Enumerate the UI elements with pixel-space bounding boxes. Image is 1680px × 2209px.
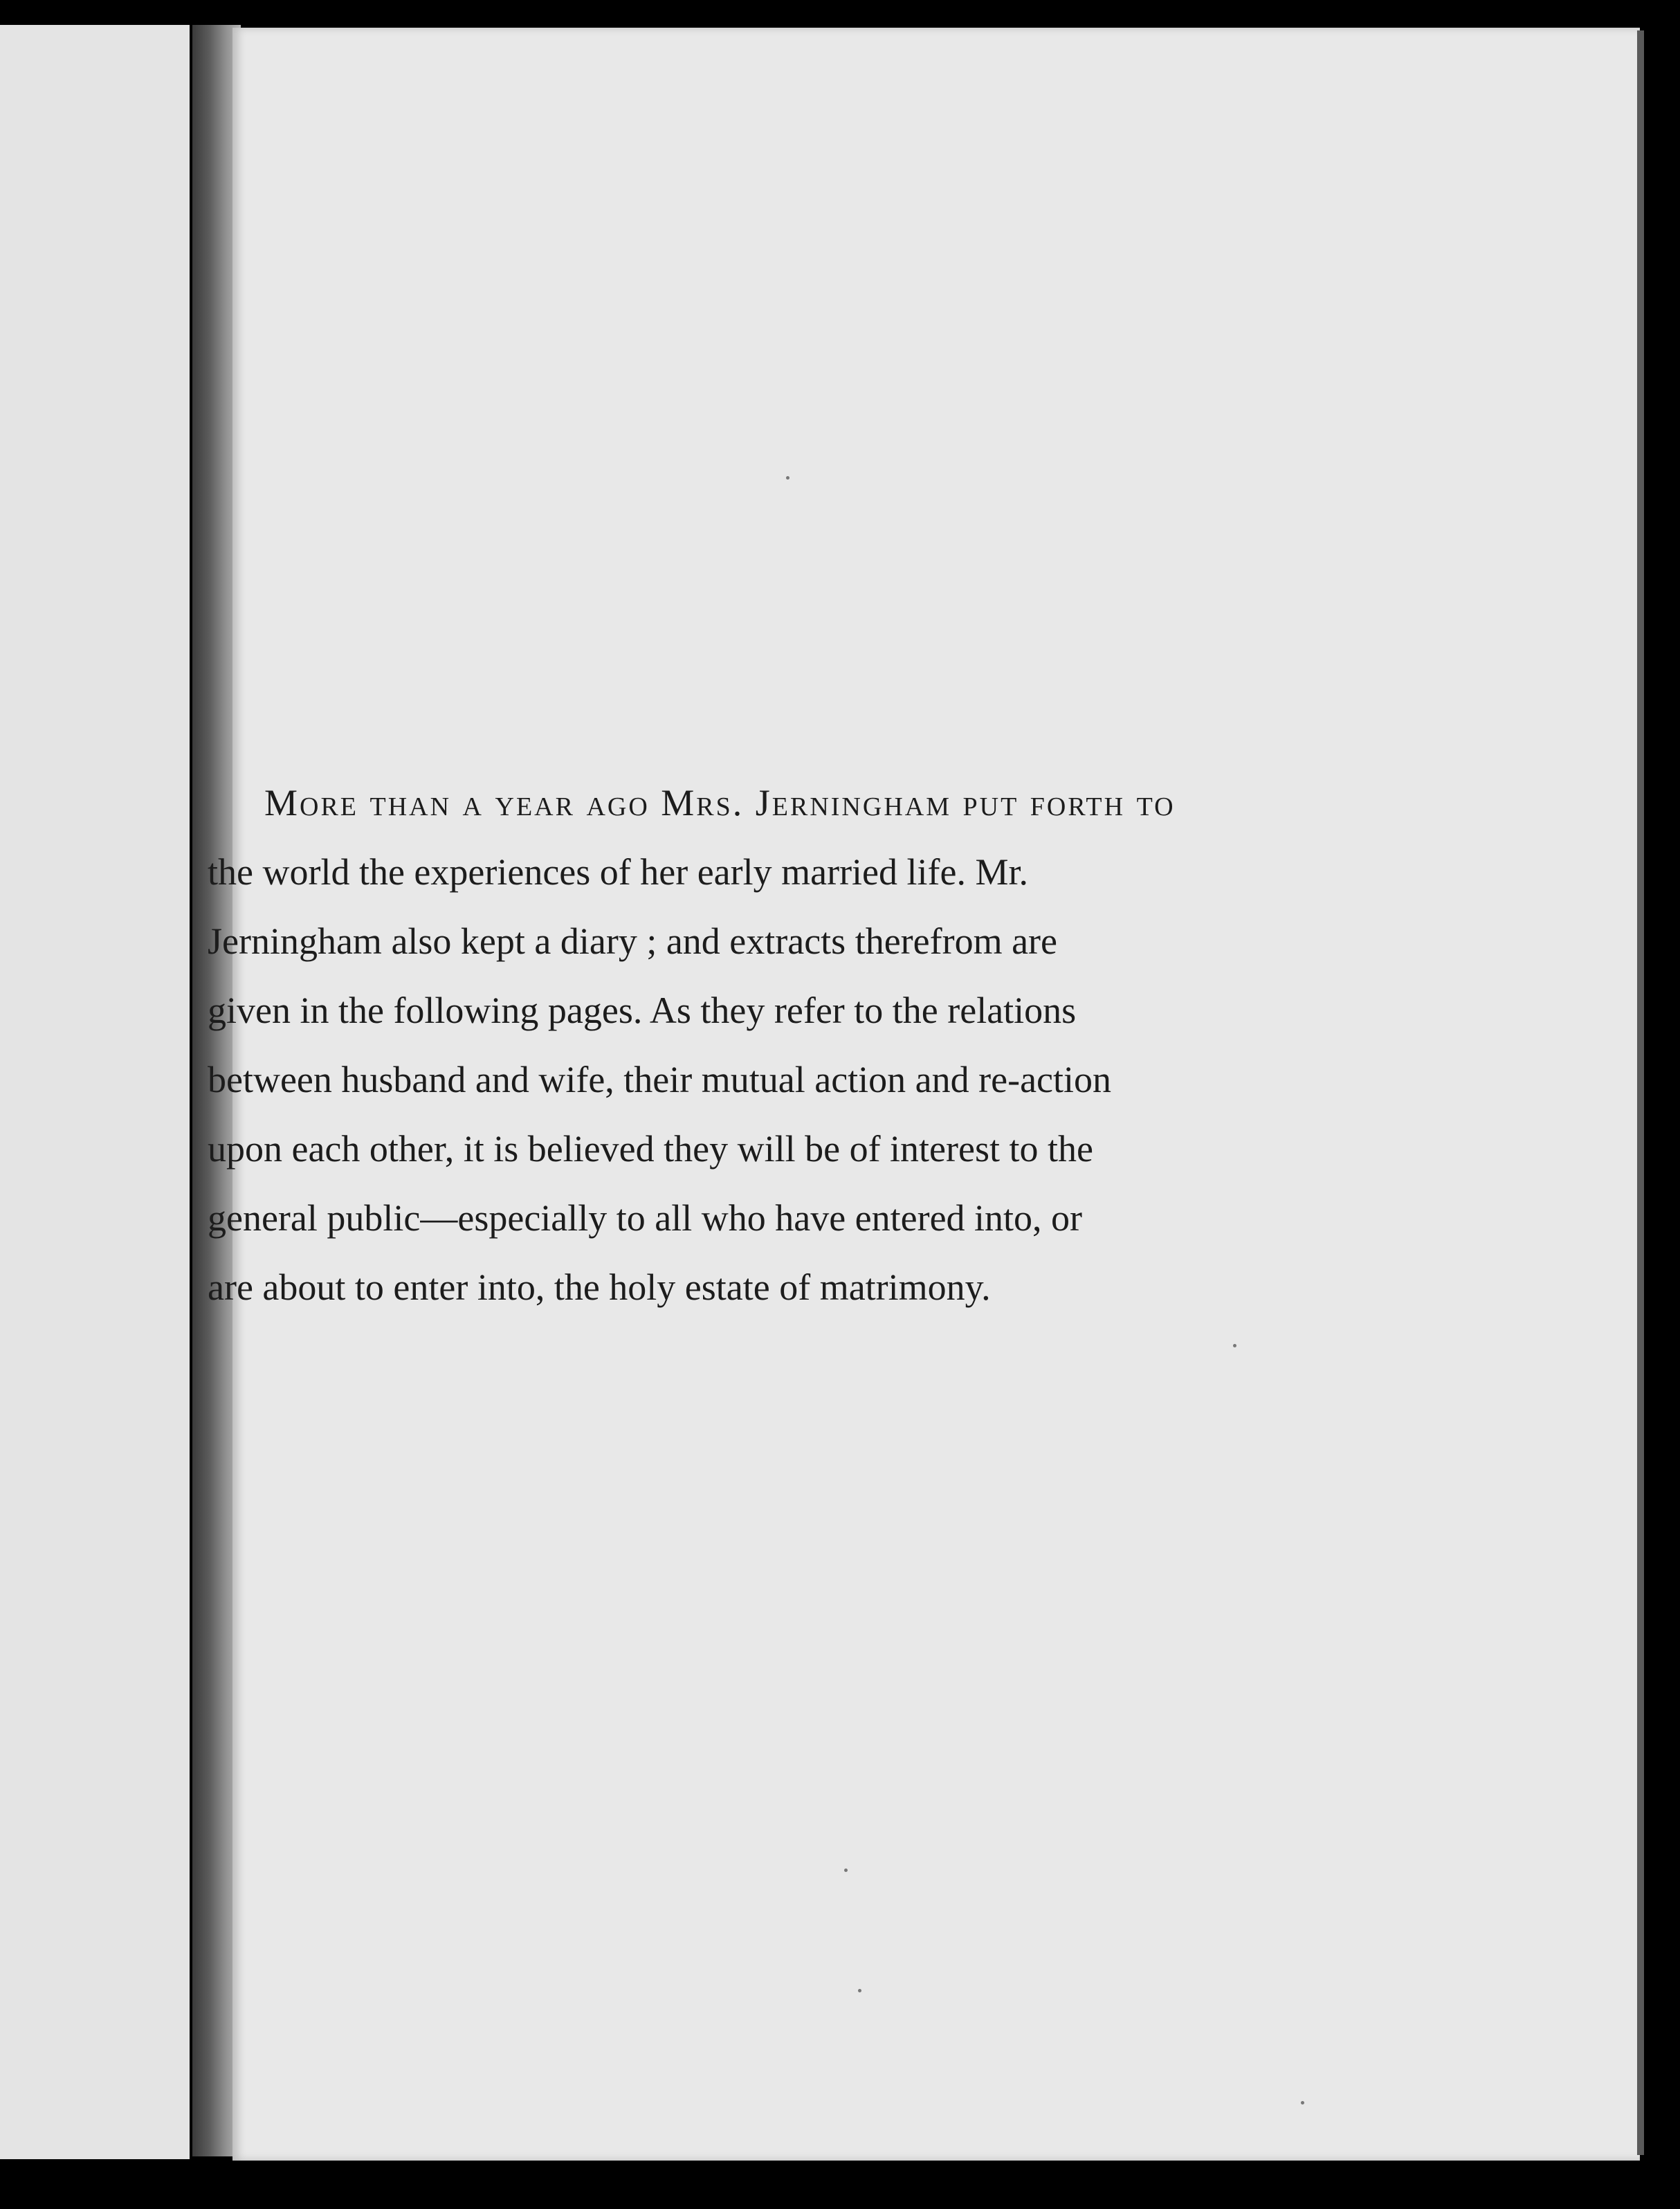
paragraph-line-text: general public—especially to all who have entered into, or [208,1197,1083,1239]
paragraph-line [208,1045,1287,1114]
paper-speck [844,1869,848,1872]
paragraph-line-text: the world the experiences of her early married life. Mr. [208,851,1028,893]
paper-speck [786,476,789,480]
paragraph-line-text: upon each other, it is believed they will be of interest to the [208,1128,1093,1170]
paragraph-line [208,768,1287,837]
paragraph-line-text: Jerningham also kept a diary ; and extracts therefrom are [208,920,1057,962]
paragraph-line-text: between husband and wife, their mutual action and re-action [208,1059,1112,1100]
paragraph-line [208,1183,1287,1253]
paragraph-line [208,1114,1287,1183]
page-edge [1637,30,1644,2155]
paper-speck [1233,1344,1236,1347]
paper-speck [1301,2101,1304,2105]
paper-speck [858,1989,861,1992]
paragraph-line-text: More than a year ago Mrs. Jerningham put forth to [264,782,1176,824]
paragraph-line-text: are about to enter into, the holy estate of matrimony. [208,1266,991,1308]
paragraph-line [208,837,1287,907]
paragraph-line-text: given in the following pages. As they refer to the relations [208,990,1077,1031]
left-page [0,25,190,2159]
paragraph-line [208,907,1287,976]
paragraph-line [208,976,1287,1045]
preface-paragraph [208,768,1287,1322]
paragraph-line [208,1253,1287,1322]
